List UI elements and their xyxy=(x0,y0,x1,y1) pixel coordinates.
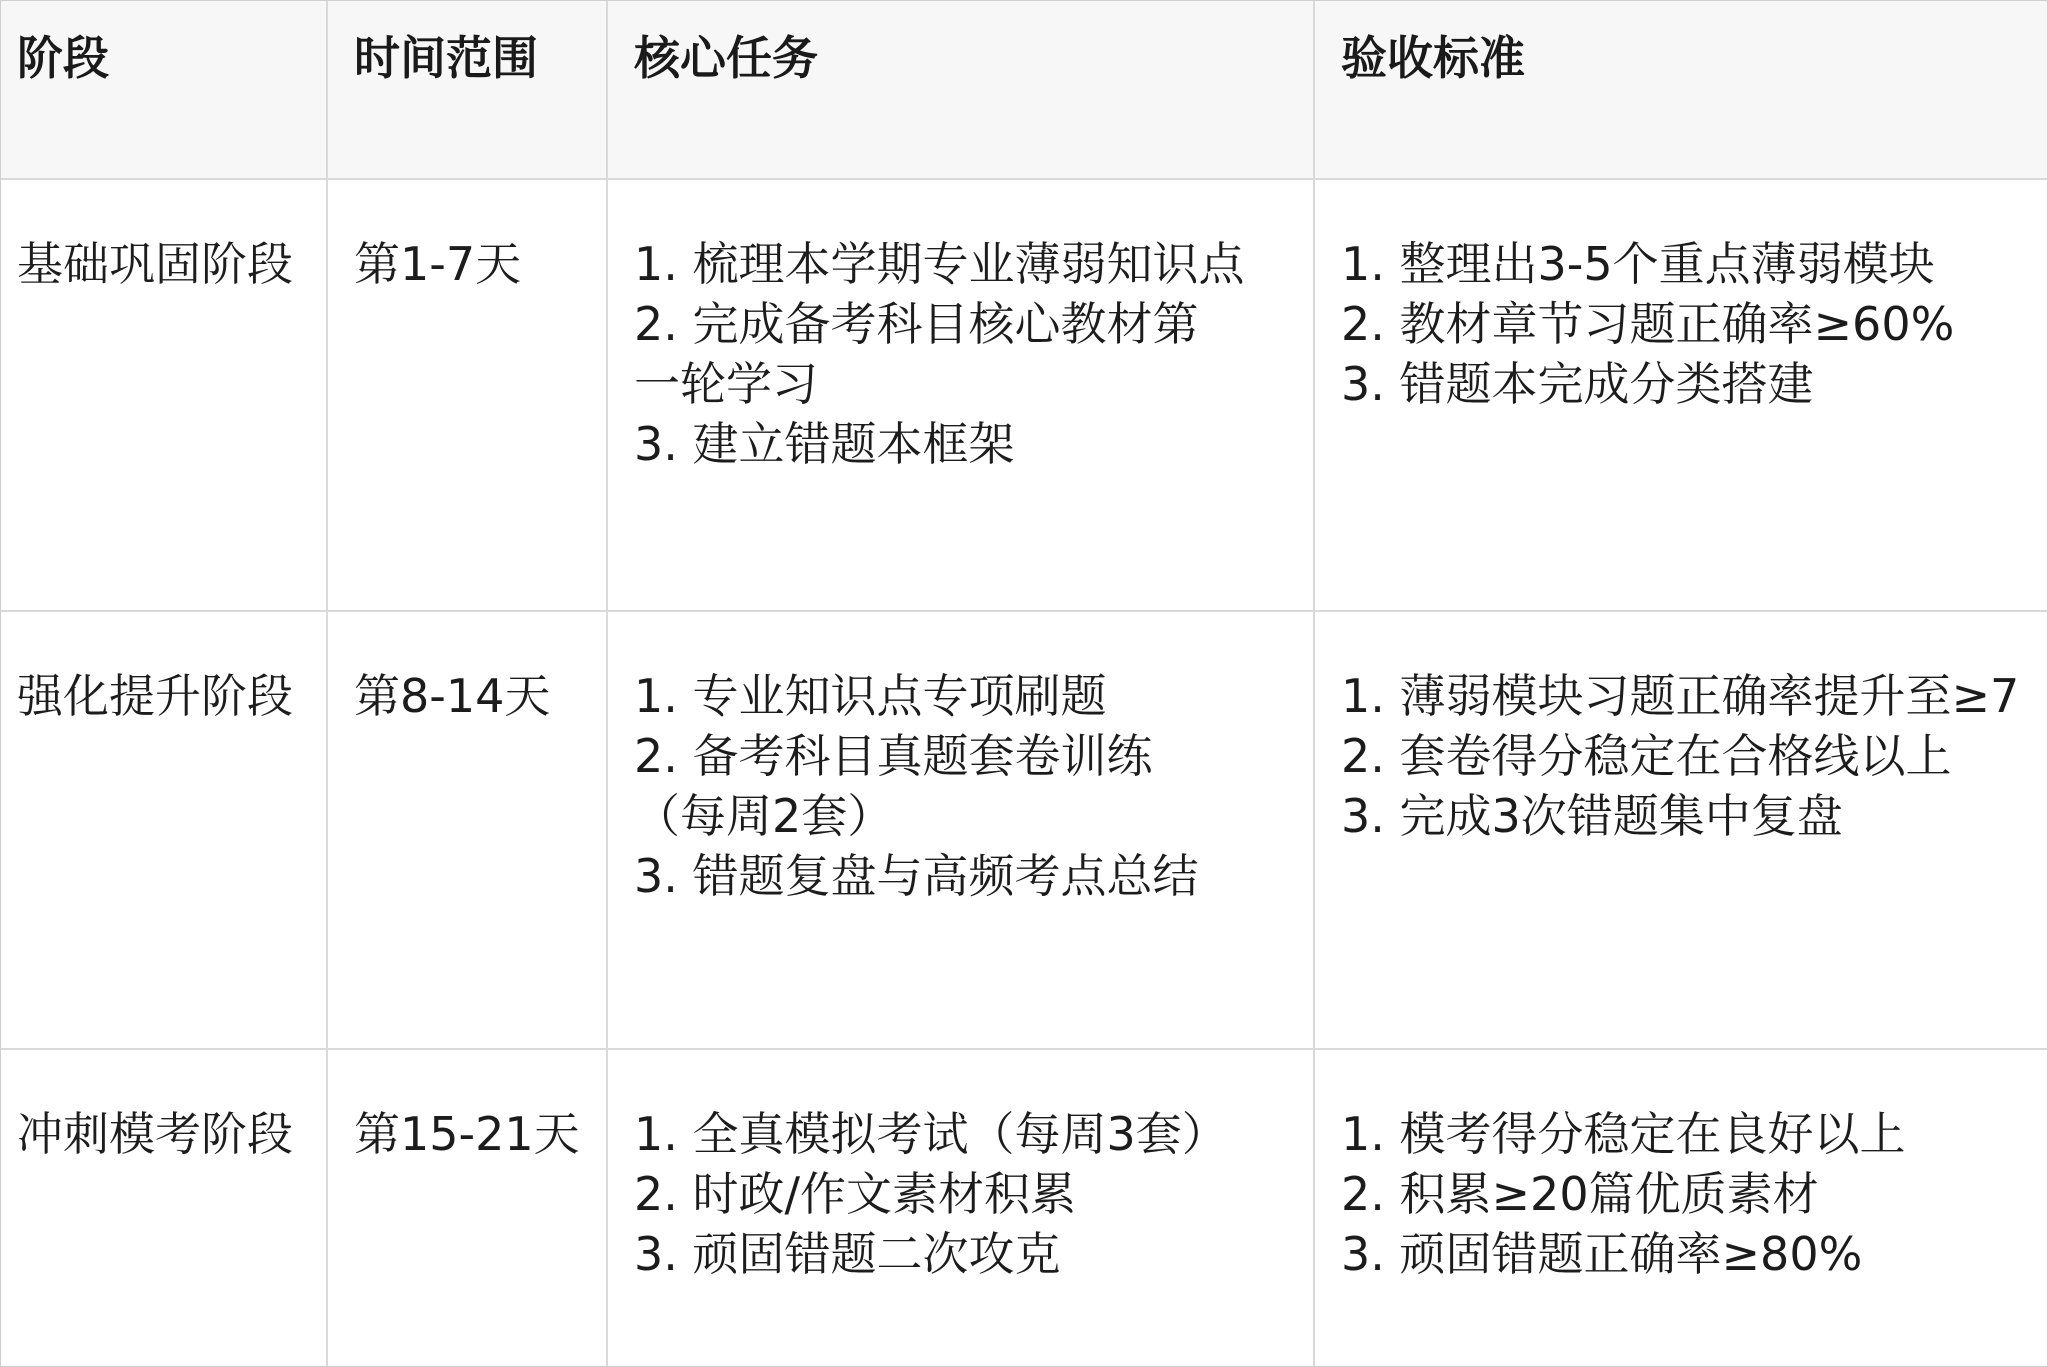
criteria-item: 3. 顽固错题正确率≥80% xyxy=(1341,1227,1863,1281)
task-item: 2. 备考科目真题套卷训练 xyxy=(634,729,1153,783)
table-row xyxy=(0,611,2048,1049)
stage-cell: 基础巩固阶段 xyxy=(0,179,327,611)
time-range-cell: 第8-14天 xyxy=(327,611,607,1049)
task-item-continuation: 一轮学习 xyxy=(634,357,818,411)
time-range-cell: 第15-21天 xyxy=(327,1049,607,1367)
task-item: 2. 完成备考科目核心教材第 xyxy=(634,297,1199,351)
criteria-cell xyxy=(1314,611,2048,1049)
criteria-item: 3. 错题本完成分类搭建 xyxy=(1341,357,1814,411)
task-item: 1. 全真模拟考试（每周3套） xyxy=(634,1107,1228,1161)
table-row xyxy=(0,179,2048,611)
study-plan-table xyxy=(0,1,2048,1367)
table-header xyxy=(0,1,2048,179)
tasks-cell xyxy=(607,179,1314,611)
criteria-item: 2. 套卷得分稳定在合格线以上 xyxy=(1341,729,1952,783)
criteria-cell xyxy=(1314,1049,2048,1367)
time-range-cell: 第1-7天 xyxy=(327,179,607,611)
criteria-item: 1. 薄弱模块习题正确率提升至≥7 xyxy=(1341,669,2020,723)
criteria-cell xyxy=(1314,179,2048,611)
header-row xyxy=(0,1,2048,179)
criteria-item: 2. 积累≥20篇优质素材 xyxy=(1341,1167,1819,1221)
table-row xyxy=(0,1049,2048,1367)
tasks-cell xyxy=(607,1049,1314,1367)
task-item: 3. 建立错题本框架 xyxy=(634,417,1015,471)
stage-cell: 强化提升阶段 xyxy=(0,611,327,1049)
criteria-item: 1. 整理出3-5个重点薄弱模块 xyxy=(1341,237,1935,291)
tasks-list xyxy=(634,1104,1313,1284)
task-item: 3. 顽固错题二次攻克 xyxy=(634,1227,1061,1281)
task-item: 3. 错题复盘与高频考点总结 xyxy=(634,849,1199,903)
header-time-range: 时间范围 xyxy=(327,1,607,179)
stage-cell: 冲刺模考阶段 xyxy=(0,1049,327,1367)
criteria-item: 1. 模考得分稳定在良好以上 xyxy=(1341,1107,1906,1161)
criteria-item: 3. 完成3次错题集中复盘 xyxy=(1341,789,1843,843)
tasks-list xyxy=(634,234,1313,474)
header-stage: 阶段 xyxy=(0,1,327,179)
task-item: 1. 专业知识点专项刷题 xyxy=(634,669,1107,723)
tasks-cell xyxy=(607,611,1314,1049)
header-acceptance-criteria: 验收标准 xyxy=(1314,1,2048,179)
criteria-list xyxy=(1341,666,2048,846)
criteria-item: 2. 教材章节习题正确率≥60% xyxy=(1341,297,1955,351)
header-core-tasks: 核心任务 xyxy=(607,1,1314,179)
criteria-list xyxy=(1341,1104,2048,1284)
task-item-continuation: （每周2套） xyxy=(634,789,894,843)
criteria-list xyxy=(1341,234,2048,414)
task-item: 2. 时政/作文素材积累 xyxy=(634,1167,1077,1221)
task-item: 1. 梳理本学期专业薄弱知识点 xyxy=(634,237,1245,291)
table-body xyxy=(0,179,2048,1367)
tasks-list xyxy=(634,666,1313,906)
